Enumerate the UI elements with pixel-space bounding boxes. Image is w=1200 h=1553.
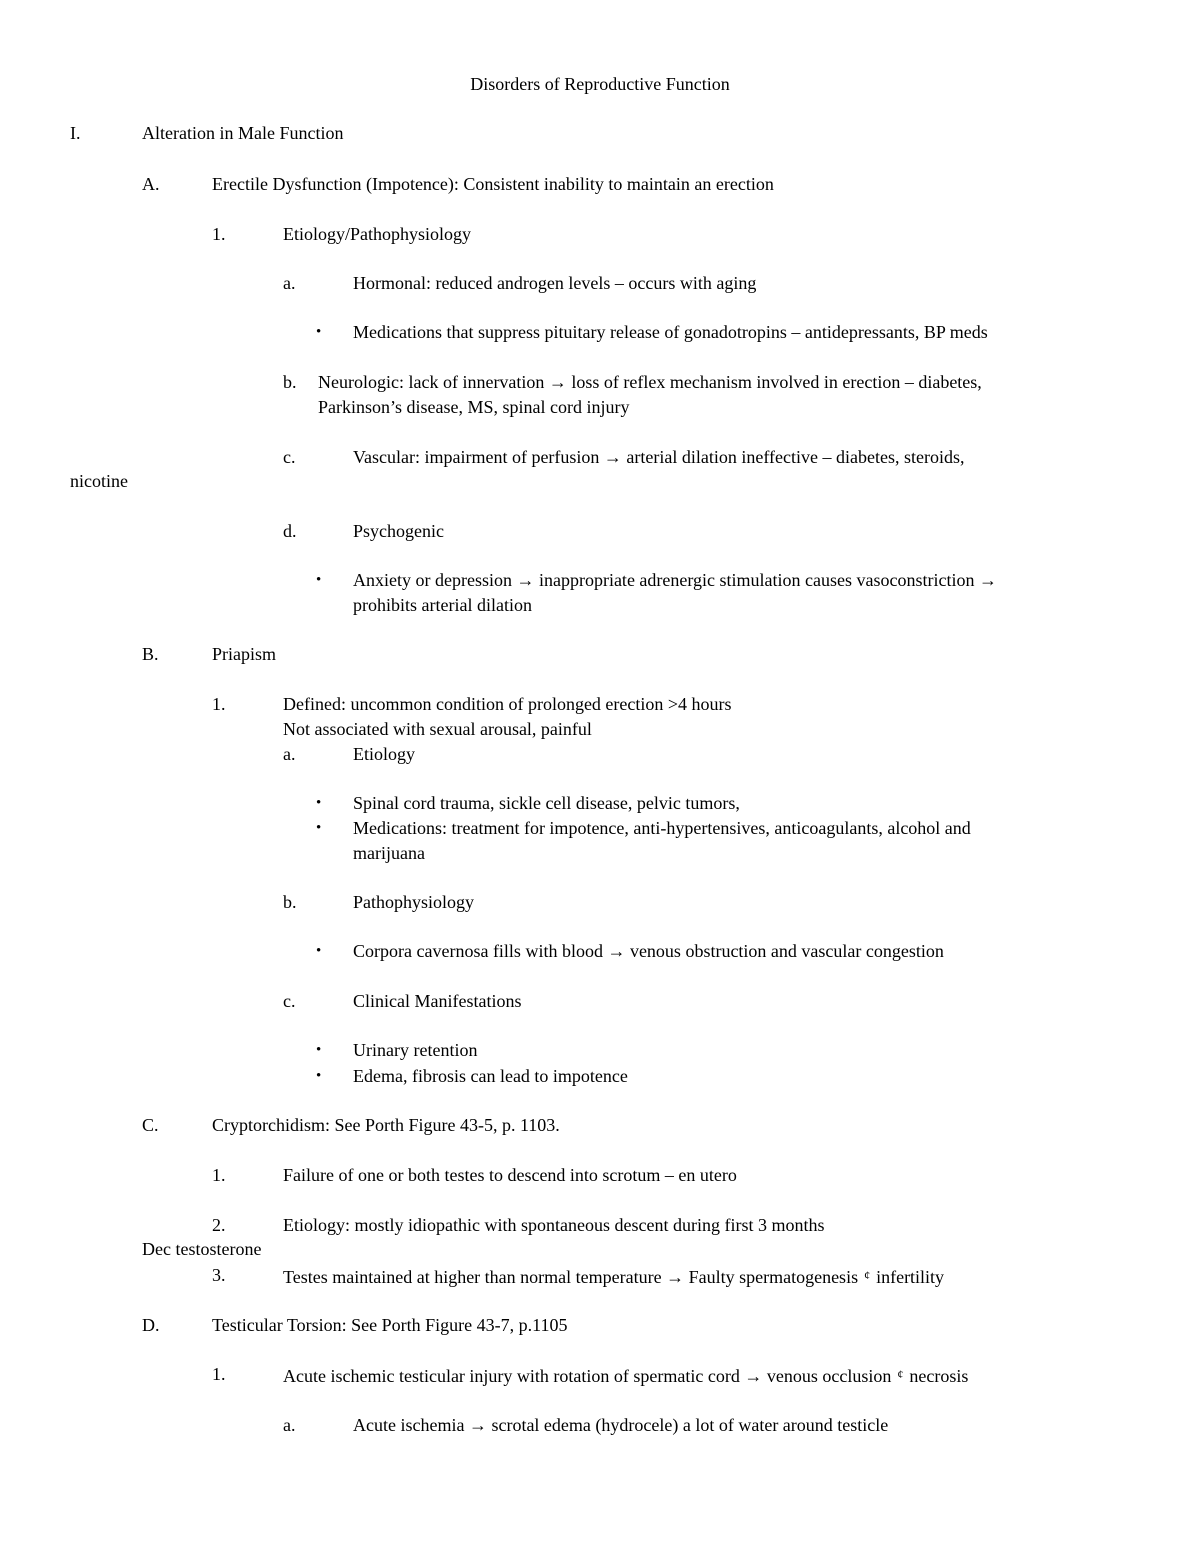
subitem-text: Psychogenic bbox=[353, 521, 444, 541]
subsection-heading: Erectile Dysfunction (Impotence): Consistent inability to maintain an erection bbox=[212, 174, 774, 194]
subsection-marker: B. bbox=[142, 644, 159, 664]
subitem-marker: c. bbox=[283, 447, 296, 467]
bullet-text: Anxiety or depression → inappropriate adrenergic stimulation causes vasoconstriction → bbox=[353, 570, 998, 590]
page-title: Disorders of Reproductive Function bbox=[470, 74, 730, 94]
bullet-text: Urinary retention bbox=[353, 1040, 478, 1060]
bullet: • bbox=[316, 572, 322, 588]
subitem-marker: a. bbox=[283, 273, 296, 293]
bullet: • bbox=[316, 820, 322, 836]
item-text-part: infertility bbox=[876, 1267, 945, 1287]
item-text bbox=[283, 1264, 944, 1288]
leads-to-symbol: ¢ bbox=[897, 1367, 904, 1381]
subitem-marker: a. bbox=[283, 1415, 296, 1435]
bullet-text: Medications: treatment for impotence, anti-hypertensives, anticoagulants, alcohol and bbox=[353, 818, 971, 838]
item-marker: 3. bbox=[212, 1265, 226, 1285]
bullet: • bbox=[316, 795, 322, 811]
item-marker: 1. bbox=[212, 1165, 226, 1185]
subitem-text: Acute ischemia → scrotal edema (hydrocele) a lot of water around testicle bbox=[353, 1415, 889, 1435]
subitem-text-cont: Parkinson’s disease, MS, spinal cord injury bbox=[318, 397, 630, 417]
subitem-marker: c. bbox=[283, 991, 296, 1011]
subitem-marker: a. bbox=[283, 744, 296, 764]
subitem-marker: b. bbox=[283, 372, 297, 392]
bullet-text: Medications that suppress pituitary release of gonadotropins – antidepressants, BP meds bbox=[353, 322, 988, 342]
subsection-marker: A. bbox=[142, 174, 160, 194]
bullet: • bbox=[316, 1068, 322, 1084]
item-marker: 1. bbox=[212, 1364, 226, 1384]
subsection-marker: D. bbox=[142, 1315, 160, 1335]
subitem-text: Clinical Manifestations bbox=[353, 991, 522, 1011]
item-text-part: necrosis bbox=[909, 1366, 969, 1386]
subitem-marker: b. bbox=[283, 892, 297, 912]
bullet-text-cont: prohibits arterial dilation bbox=[353, 595, 532, 615]
bullet-text: Corpora cavernosa fills with blood → venous obstruction and vascular congestion bbox=[353, 941, 944, 961]
item-marker: 1. bbox=[212, 694, 226, 714]
bullet: • bbox=[316, 324, 322, 340]
item-text-part: Testes maintained at higher than normal temperature → Faulty spermatogenesis bbox=[283, 1267, 859, 1287]
item-text: Etiology: mostly idiopathic with spontaneous descent during first 3 months bbox=[283, 1215, 825, 1235]
subitem-text: Etiology bbox=[353, 744, 415, 764]
subitem-text: Neurologic: lack of innervation → loss of reflex mechanism involved in erection – diabetes, bbox=[318, 372, 982, 392]
leads-to-symbol: ¢ bbox=[864, 1268, 871, 1282]
subsection-heading: Priapism bbox=[212, 644, 277, 664]
subitem-text-cont: nicotine bbox=[70, 471, 128, 491]
item-text: Defined: uncommon condition of prolonged erection >4 hours bbox=[283, 694, 732, 714]
bullet-text: Edema, fibrosis can lead to impotence bbox=[353, 1066, 628, 1086]
bullet: • bbox=[316, 1042, 322, 1058]
item-text bbox=[283, 1363, 968, 1387]
subsection-marker: C. bbox=[142, 1115, 159, 1135]
item-marker: 1. bbox=[212, 224, 226, 244]
subitem-text: Pathophysiology bbox=[353, 892, 475, 912]
item-marker: 2. bbox=[212, 1215, 226, 1235]
bullet-text: Spinal cord trauma, sickle cell disease, pelvic tumors, bbox=[353, 793, 740, 813]
subitem-text: Hormonal: reduced androgen levels – occurs with aging bbox=[353, 273, 757, 293]
item-text: Etiology/Pathophysiology bbox=[283, 224, 472, 244]
subitem-marker: d. bbox=[283, 521, 297, 541]
subsection-heading: Testicular Torsion: See Porth Figure 43-7, p.1105 bbox=[212, 1315, 568, 1335]
section-heading: Alteration in Male Function bbox=[142, 123, 344, 143]
item-text-cont: Dec testosterone bbox=[142, 1239, 262, 1259]
item-text-part: Acute ischemic testicular injury with rotation of spermatic cord → venous occlusion bbox=[283, 1366, 892, 1386]
subitem-text: Vascular: impairment of perfusion → arterial dilation ineffective – diabetes, steroids, bbox=[353, 447, 965, 467]
item-text: Failure of one or both testes to descend into scrotum – en utero bbox=[283, 1165, 737, 1185]
section-marker: I. bbox=[70, 123, 81, 143]
bullet-text-cont: marijuana bbox=[353, 843, 425, 863]
bullet: • bbox=[316, 943, 322, 959]
item-text-cont: Not associated with sexual arousal, painful bbox=[283, 719, 592, 739]
subsection-heading: Cryptorchidism: See Porth Figure 43-5, p. 1103. bbox=[212, 1115, 560, 1135]
